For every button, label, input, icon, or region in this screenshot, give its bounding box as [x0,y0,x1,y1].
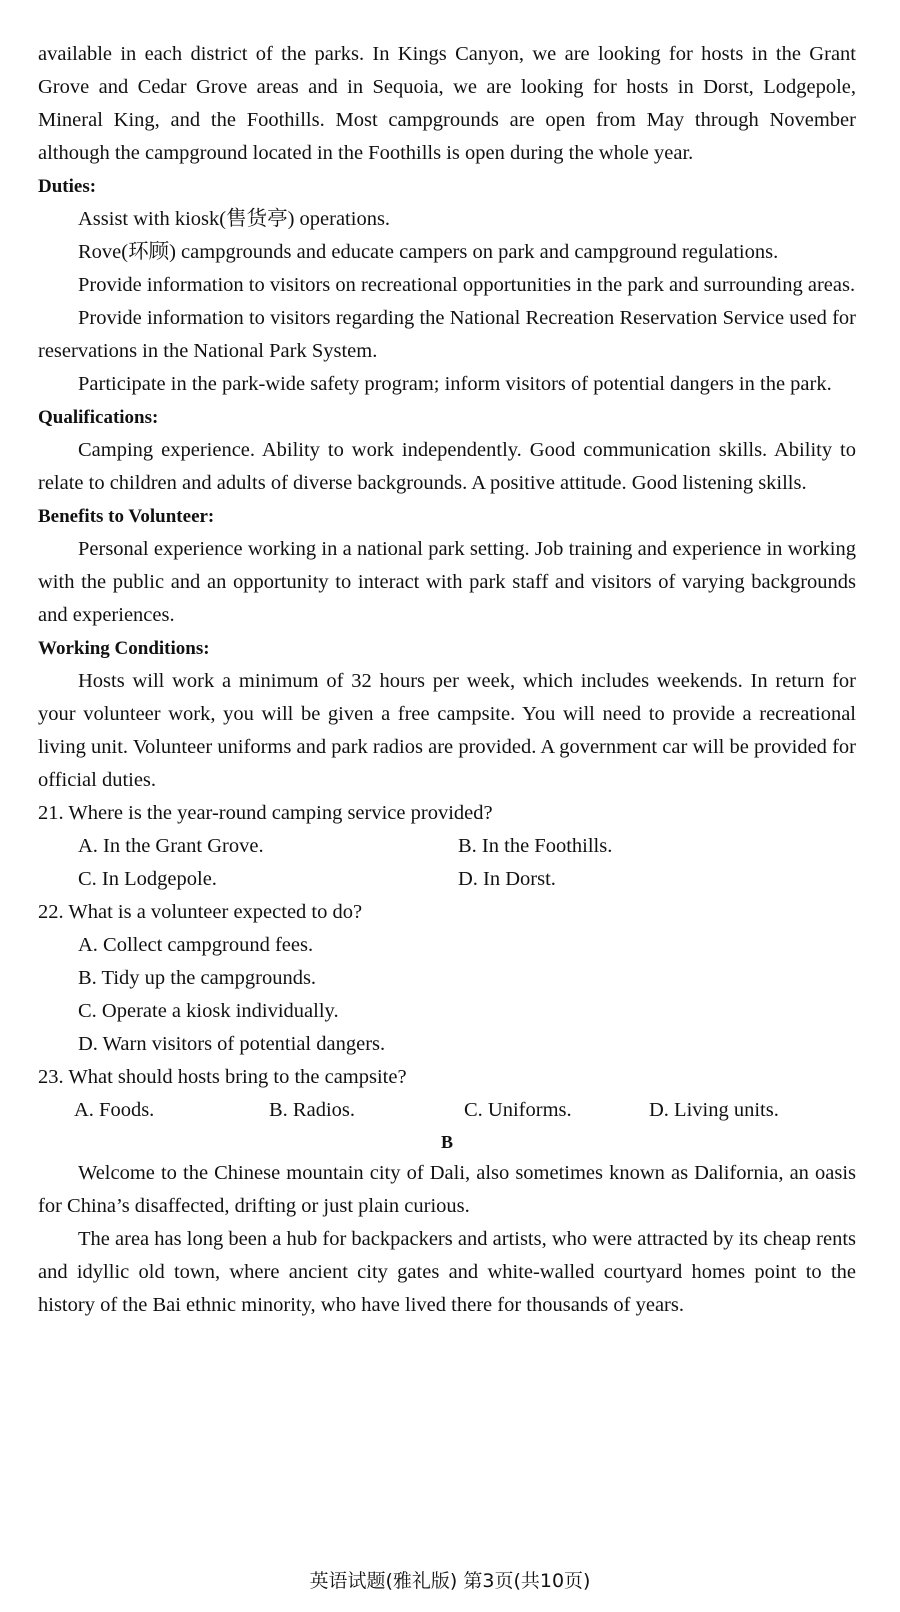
question-22-options [78,929,856,1061]
benefits-heading: Benefits to Volunteer: [38,506,215,527]
duty-item: Participate in the park-wide safety program; inform visitors of potential dangers in the park. [78,373,832,395]
duties-heading: Duties: [38,176,97,197]
question-22-stem: 22. What is a volunteer expected to do? [38,901,363,923]
option-a: A. Foods. [74,1099,155,1121]
option-b: B. Tidy up the campgrounds. [78,967,317,989]
option-b: B. In the Foothills. [458,835,613,857]
duty-item: Rove(环顾) campgrounds and educate campers on park and campground regulations. [78,241,779,263]
section-b-label: B [440,1132,453,1152]
page-footer: 英语试题(雅礼版) 第3页(共10页) [309,1570,591,1592]
option-c: C. Uniforms. [464,1099,572,1121]
option-a: A. Collect campground fees. [78,934,314,956]
qualifications-heading: Qualifications: [38,407,159,428]
duty-item: Provide information to visitors regarding the National Recreation Reservation Service used for reservations in the National Park System. [38,307,856,362]
duty-item: Assist with kiosk(售货亭) operations. [78,208,391,230]
question-23-stem: 23. What should hosts bring to the campsite? [38,1066,407,1088]
intro-paragraph: available in each district of the parks. In Kings Canyon, we are looking for hosts in the Grant Grove and Cedar Grove areas and in Sequoia, we are looking for hosts in Dorst, Lodgepole, Mineral King, and the Foothills. Most campgrounds are open from May through November although the campground located in the Foothills is open during the whole year. [38,43,856,164]
benefits-text: Personal experience working in a national park setting. Job training and experience in working with the public and an opportunity to interact with park staff and visitors of varying backgrounds and experiences. [38,538,856,626]
option-c: C. In Lodgepole. [78,868,217,890]
conditions-heading: Working Conditions: [38,638,210,659]
option-b: B. Radios. [269,1099,355,1121]
question-23-options [74,1094,856,1127]
section-b-paragraph: The area has long been a hub for backpackers and artists, who were attracted by its cheap rents and idyllic old town, where ancient city gates and white-walled courtyard homes point to the history of the Bai ethnic minority, who have lived there for thousands of years. [38,1228,856,1316]
question-21-stem: 21. Where is the year-round camping service provided? [38,802,493,824]
question-21-options [78,830,856,896]
section-b-paragraph: Welcome to the Chinese mountain city of Dali, also sometimes known as Dalifornia, an oasis for China’s disaffected, drifting or just plain curious. [38,1162,856,1217]
option-d: D. Living units. [649,1099,779,1121]
duty-item: Provide information to visitors on recreational opportunities in the park and surrounding areas. [78,274,856,296]
option-d: D. In Dorst. [458,868,556,890]
option-c: C. Operate a kiosk individually. [78,1000,339,1022]
qualifications-text: Camping experience. Ability to work independently. Good communication skills. Ability to relate to children and adults of diverse backgrounds. A positive attitude. Good listening skills. [38,439,856,494]
conditions-text: Hosts will work a minimum of 32 hours per week, which includes weekends. In return for your volunteer work, you will be given a free campsite. You will need to provide a recreational living unit. Volunteer uniforms and park radios are provided. A government car will be provided for official duties. [38,670,856,791]
option-a: A. In the Grant Grove. [78,835,264,857]
option-d: D. Warn visitors of potential dangers. [78,1033,386,1055]
